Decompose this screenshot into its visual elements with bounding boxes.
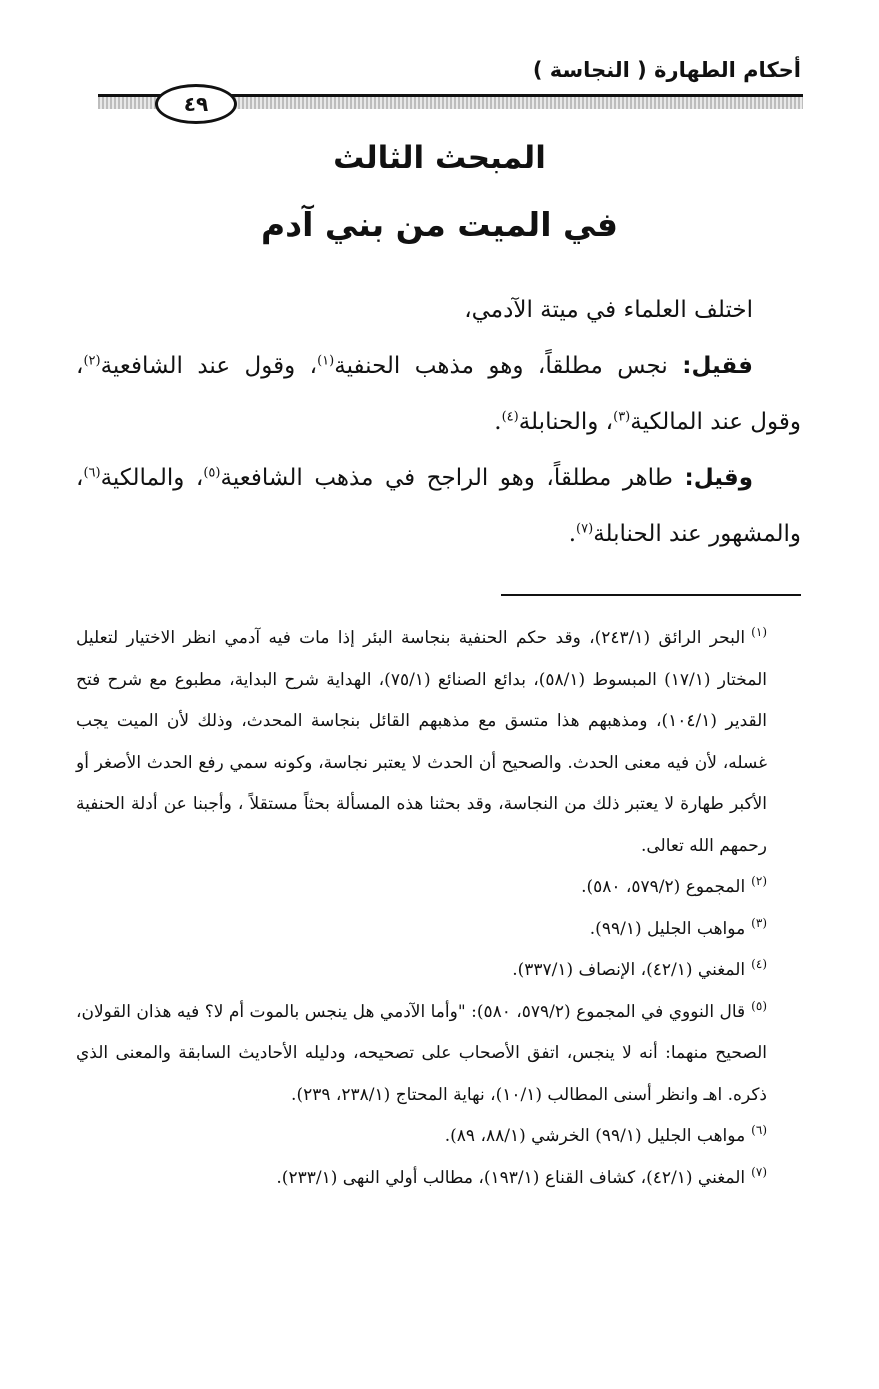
footnote-ref[interactable]: (٤) bbox=[501, 409, 519, 425]
footnote-text: المغني (٤٢/١)، كشاف القناع (١٩٣/١)، مطالب أولي النهى (٢٣٣/١). bbox=[276, 1167, 746, 1188]
section-title: المبحث الثالث bbox=[333, 140, 546, 176]
footnote-ref[interactable]: (٧) bbox=[576, 521, 594, 537]
paragraph-intro: اختلف العلماء في ميتة الآدمي، bbox=[464, 297, 753, 323]
footnote-ref[interactable]: (٦) bbox=[83, 465, 101, 481]
footnote-item bbox=[76, 618, 801, 867]
footnote-text: مواهب الجليل (٩٩/١). bbox=[589, 918, 746, 939]
paragraph-first-view bbox=[76, 338, 801, 450]
paragraph-text: نجس مطلقاً، وهو مذهب الحنفية bbox=[334, 353, 683, 379]
footnote-number: (٢) bbox=[751, 874, 767, 889]
footnote-item bbox=[76, 992, 801, 1117]
paragraph-second-view bbox=[76, 450, 801, 562]
footnote-item bbox=[76, 1116, 801, 1158]
footnote-ref[interactable]: (٣) bbox=[613, 409, 631, 425]
footnote-number: (٦) bbox=[751, 1123, 767, 1138]
paragraph-text: طاهر مطلقاً، وهو الراجح في مذهب الشافعية bbox=[220, 465, 685, 491]
footnote-ref[interactable]: (١) bbox=[317, 353, 335, 369]
footnote-number: (١) bbox=[751, 625, 767, 640]
footnote-text: مواهب الجليل (٩٩/١) الخرشي (٨٨/١، ٨٩). bbox=[444, 1126, 746, 1146]
footnote-number: (٤) bbox=[751, 957, 767, 972]
page-number: ٤٩ bbox=[155, 84, 237, 124]
footnote-number: (٣) bbox=[751, 915, 767, 930]
footnotes bbox=[76, 618, 801, 1199]
footnote-text: المجموع (٥٧٩/٢، ٥٨٠). bbox=[581, 877, 746, 897]
footnote-item bbox=[76, 1158, 801, 1200]
paragraph-lead: فقيل: bbox=[682, 353, 753, 379]
footnote-separator bbox=[501, 594, 801, 596]
paragraph-text: ، والمالكية bbox=[100, 465, 204, 491]
footnote-ref[interactable]: (٥) bbox=[203, 465, 221, 481]
paragraph-text: ، وقول عند المالكية bbox=[76, 353, 801, 435]
footnote-text: المغني (٤٢/١)، الإنصاف (٣٣٧/١). bbox=[512, 960, 746, 980]
paragraph-text: . bbox=[494, 409, 502, 435]
footnote-text: البحر الرائق (٢٤٣/١)، وقد حكم الحنفية بنجاسة البئر إذا مات فيه آدمي انظر الاختيار لتعليل المختار (١٧/١) المبسوط (٥٨/١)، بدائع الصنائع (٧٥/١)، الهداية شرح البداية، مطبوع مع شرح فتح القدير (١٠٤/١)، ومذهبهم هذا متسق مع مذهبهم القائل بنجاسة المحدث، وذلك لأن الميت يجب غسله، لأن فيه معنى الحدث. والصحيح أن الحدث لا يعتبر نجاسة، وكونه سمي رفع الحدث الأصغر أو الأكبر طهارة لا يعتبر ذلك من النجاسة، وقد بحثنا هذه المسألة بحثاً مستقلاً ، وأجبنا عن أدلة الحنفية رحمهم الله تعالى. bbox=[76, 628, 768, 856]
paragraph-text: ، والحنابلة bbox=[518, 409, 614, 435]
paragraph-text: ، والمشهور عند الحنابلة bbox=[76, 465, 801, 547]
footnote-text: قال النووي في المجموع (٥٧٩/٢، ٥٨٠): "وأما الآدمي هل ينجس بالموت أم لا؟ فيه هذان القولان، الصحيح منهما: أنه لا ينجس، اتفق الأصحاب على تصحيحه، ودليله الأحاديث السابقة والمعنى الذي ذكره. اهـ وانظر أسنى المطالب (١٠/١)، نهاية المحتاج (٢٣٨/١، ٢٣٩). bbox=[76, 1001, 767, 1105]
footnote-item bbox=[76, 909, 801, 951]
footnote-item bbox=[76, 950, 801, 992]
paragraph-lead: وقيل: bbox=[684, 465, 753, 491]
footnote-number: (٧) bbox=[751, 1164, 767, 1179]
footnote-item bbox=[76, 867, 801, 909]
footnote-number: (٥) bbox=[751, 998, 767, 1013]
paragraph-text: . bbox=[568, 521, 577, 547]
running-header: أحكام الطهارة ( النجاسة ) bbox=[532, 58, 801, 82]
body-text bbox=[76, 282, 801, 562]
paragraph-text: ، وقول عند الشافعية bbox=[100, 353, 318, 379]
section-subtitle: في الميت من بني آدم bbox=[261, 205, 618, 244]
footnote-ref[interactable]: (٢) bbox=[83, 353, 101, 369]
